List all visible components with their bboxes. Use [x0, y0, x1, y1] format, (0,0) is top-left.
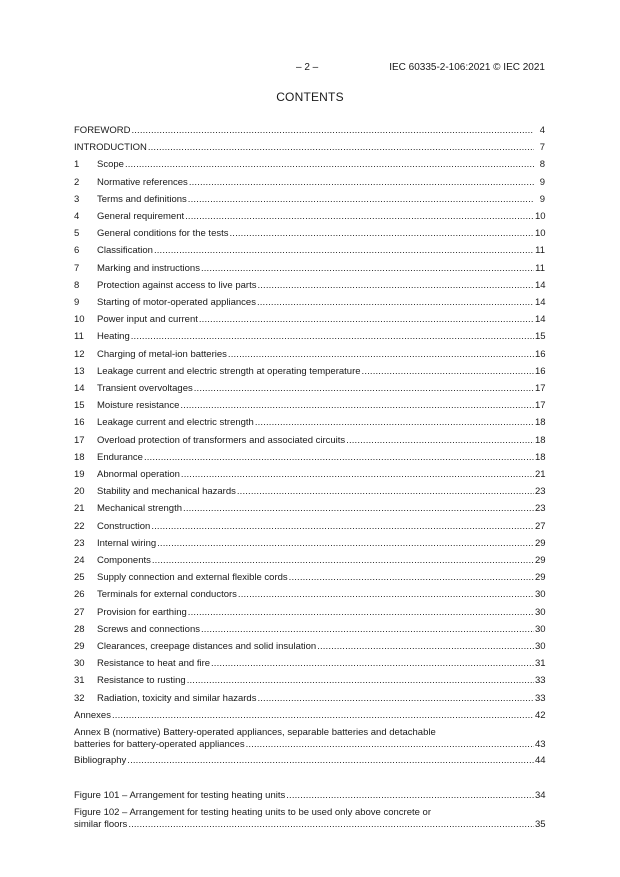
leader-dots	[152, 554, 534, 568]
toc-entry[interactable]	[74, 657, 545, 671]
toc-entry[interactable]	[74, 623, 545, 637]
toc-entry[interactable]	[74, 416, 545, 430]
toc-entry-label: Provision for earthing	[97, 606, 187, 618]
toc-entry-label: Components	[97, 555, 151, 566]
toc-entry-page: 16	[535, 348, 546, 360]
toc-entry-label: Transient overvoltages	[97, 383, 193, 394]
leader-dots	[183, 502, 534, 516]
toc-entry-number: 15	[74, 400, 85, 412]
leader-dots	[257, 279, 534, 293]
toc-annex-b[interactable]	[74, 738, 545, 752]
toc-entry-label: Radiation, toxicity and similar hazards	[97, 692, 257, 704]
toc-entry-number: 10	[74, 314, 85, 326]
toc-entry[interactable]	[74, 640, 545, 654]
toc-entry-label: Starting of motor-operated appliances	[97, 297, 256, 308]
toc-annex-b-line1[interactable]: Annex B (normative) Battery-operated appliances, separable batteries and detachable	[74, 727, 436, 738]
leader-dots	[289, 571, 534, 585]
toc-entry-label: Abnormal operation	[97, 469, 180, 480]
leader-dots	[230, 227, 535, 241]
leader-dots	[148, 141, 534, 155]
toc-entry-label: Heating	[97, 331, 130, 343]
toc-entry-number: 24	[74, 555, 85, 566]
toc-entry[interactable]	[74, 244, 545, 258]
leader-dots	[157, 537, 534, 551]
toc-entry-number: 28	[74, 623, 85, 635]
leader-dots	[237, 485, 534, 499]
leader-dots	[228, 348, 534, 362]
toc-entry-page: 30	[535, 623, 546, 635]
leader-dots	[257, 296, 534, 310]
toc-entry-page: 9	[539, 176, 545, 188]
toc-annex-b-page: 43	[535, 739, 546, 750]
toc-entry-number: 29	[74, 641, 85, 652]
toc-entry[interactable]	[74, 365, 545, 379]
leader-dots	[185, 210, 534, 224]
toc-entry-page: 16	[535, 365, 546, 377]
toc-entry-page: 33	[535, 675, 546, 687]
toc-entry-page: 10	[535, 228, 546, 240]
toc-entry[interactable]	[74, 296, 545, 310]
toc-entry[interactable]	[74, 399, 545, 413]
toc-entry[interactable]	[74, 382, 545, 396]
toc-entry-number: 8	[74, 279, 80, 291]
toc-entry-label: Marking and instructions	[97, 262, 200, 274]
leader-dots	[188, 193, 534, 207]
toc-entry[interactable]	[74, 227, 545, 241]
toc-entry-number: 1	[74, 159, 80, 171]
toc-entry-label: Terms and definitions	[97, 193, 187, 205]
toc-entry-page: 14	[535, 297, 546, 308]
toc-entry-page: 11	[535, 245, 545, 257]
toc-entry[interactable]	[74, 141, 545, 155]
toc-entry-label: Mechanical strength	[97, 503, 183, 515]
toc-entry-number: 17	[74, 434, 85, 446]
leader-dots	[201, 262, 534, 276]
toc-annex-b-line2: batteries for battery-operated appliances	[74, 739, 245, 750]
toc-entry-page: 18	[535, 434, 546, 446]
toc-entry-number: 26	[74, 589, 85, 601]
toc-entry-number: 32	[74, 692, 85, 704]
toc-entry-page: 31	[535, 658, 546, 670]
toc-entry[interactable]	[74, 262, 545, 276]
toc-entry-page: 10	[535, 211, 546, 222]
leader-dots	[194, 382, 534, 396]
toc-entry-page: 4	[539, 125, 545, 136]
toc-entry-number: 22	[74, 520, 85, 532]
leader-dots	[181, 468, 534, 482]
leader-dots	[257, 692, 534, 706]
toc-entry-page: 8	[539, 159, 545, 171]
toc-entry-label: Overload protection of transformers and associated circuits	[97, 434, 346, 446]
toc-entry[interactable]	[74, 502, 545, 516]
toc-bibliography-label: Bibliography	[74, 755, 127, 766]
toc-entry[interactable]	[74, 451, 545, 465]
toc-entry[interactable]	[74, 176, 545, 190]
leader-dots	[255, 416, 534, 430]
toc-entry-label: Internal wiring	[97, 537, 157, 549]
toc-entry-label: General requirement	[97, 211, 185, 222]
toc-entry[interactable]	[74, 124, 545, 138]
toc-entry-number: 16	[74, 417, 85, 429]
toc-entry-page: 33	[535, 692, 546, 704]
toc-entry-label: Charging of metal-ion batteries	[97, 348, 227, 360]
toc-entry-label: Classification	[97, 245, 153, 257]
toc-entry-label: FOREWORD	[74, 125, 131, 136]
toc-entry[interactable]	[74, 348, 545, 362]
toc-entry-label: Moisture resistance	[97, 400, 180, 412]
toc-entry-page: 14	[535, 279, 546, 291]
toc-entry-number: 11	[74, 331, 84, 343]
leader-dots	[187, 674, 534, 688]
toc-entry-label: General conditions for the tests	[97, 228, 229, 240]
toc-entry-number: 19	[74, 469, 85, 480]
toc-figure-102-line2: similar floors	[74, 819, 128, 830]
toc-entry-page: 17	[535, 400, 546, 412]
leader-dots	[362, 365, 534, 379]
toc-entry-label: Screws and connections	[97, 623, 200, 635]
toc-figure-102-line1[interactable]: Figure 102 – Arrangement for testing heating units to be used only above concrete or	[74, 807, 432, 818]
toc-entry[interactable]	[74, 158, 545, 172]
toc-entry-label: Annexes	[74, 709, 111, 721]
leader-dots	[131, 330, 534, 344]
toc-entry-number: 7	[74, 262, 80, 274]
toc-entry-page: 15	[535, 331, 546, 343]
toc-entry-page: 30	[535, 606, 546, 618]
leader-dots	[189, 176, 534, 190]
toc-bibliography-page: 44	[535, 755, 546, 766]
toc-entry-page: 29	[535, 537, 546, 549]
leader-dots	[286, 789, 534, 803]
toc-entry-number: 30	[74, 658, 85, 670]
toc-entry-label: Leakage current and electric strength at operating temperature	[97, 365, 361, 377]
leader-dots	[317, 640, 534, 654]
toc-entry[interactable]	[74, 210, 545, 224]
toc-entry-number: 18	[74, 451, 85, 463]
toc-entry[interactable]	[74, 571, 545, 585]
toc-entry-label: Stability and mechanical hazards	[97, 486, 236, 498]
toc-entry-number: 23	[74, 537, 85, 549]
leader-dots	[127, 754, 534, 768]
toc-entry-label: Resistance to rusting	[97, 675, 186, 687]
toc-entry[interactable]	[74, 468, 545, 482]
toc-entry-label: Construction	[97, 520, 151, 532]
toc-entry[interactable]	[74, 193, 545, 207]
toc-entry-label: Resistance to heat and fire	[97, 658, 211, 670]
toc-figure-101-label: Figure 101 – Arrangement for testing heating units	[74, 790, 286, 801]
toc-entry-number: 12	[74, 348, 85, 360]
toc-entry-page: 17	[535, 383, 546, 394]
toc-entry-page: 23	[535, 486, 546, 498]
leader-dots	[211, 657, 534, 671]
toc-entry-number: 25	[74, 572, 85, 584]
leader-dots	[346, 434, 534, 448]
toc-entry-number: 5	[74, 228, 80, 240]
toc-entry-label: INTRODUCTION	[74, 142, 147, 154]
toc-entry-label: Scope	[97, 159, 124, 171]
toc-entry[interactable]	[74, 606, 545, 620]
toc-entry-label: Supply connection and external flexible cords	[97, 572, 288, 584]
toc-entry-page: 29	[535, 572, 546, 584]
toc-entry[interactable]	[74, 537, 545, 551]
leader-dots	[112, 709, 534, 723]
toc-entry-label: Leakage current and electric strength	[97, 417, 254, 429]
leader-dots	[188, 606, 534, 620]
toc-entry[interactable]	[74, 674, 545, 688]
toc-entry-label: Clearances, creepage distances and solid insulation	[97, 641, 317, 652]
toc-bibliography[interactable]	[74, 754, 545, 768]
standard-reference: IEC 60335-2-106:2021 © IEC 2021	[389, 62, 545, 73]
leader-dots	[201, 623, 534, 637]
toc-entry-page: 23	[535, 503, 546, 515]
toc-entry-page: 14	[535, 314, 546, 326]
toc-entry-label: Protection against access to live parts	[97, 279, 257, 291]
toc-entry[interactable]	[74, 313, 545, 327]
toc-entry[interactable]	[74, 434, 545, 448]
toc-entry-number: 3	[74, 193, 80, 205]
leader-dots	[125, 158, 534, 172]
toc-entry-number: 13	[74, 365, 85, 377]
toc-entry[interactable]	[74, 279, 545, 293]
toc-entry[interactable]	[74, 520, 545, 534]
leader-dots	[238, 588, 534, 602]
contents-title: CONTENTS	[276, 90, 344, 104]
toc-entry-page: 7	[539, 142, 545, 154]
toc-entry[interactable]	[74, 554, 545, 568]
toc-entry-page: 18	[535, 417, 546, 429]
toc-entry[interactable]	[74, 692, 545, 706]
toc-entry-page: 11	[535, 262, 545, 274]
leader-dots	[246, 738, 534, 752]
leader-dots	[151, 520, 534, 534]
toc-entry-number: 9	[74, 297, 80, 308]
toc-entry-number: 21	[74, 503, 85, 515]
toc-entry-number: 4	[74, 211, 80, 222]
leader-dots	[199, 313, 534, 327]
toc-entry-number: 14	[74, 383, 85, 394]
toc-entry[interactable]	[74, 485, 545, 499]
toc-entry-number: 20	[74, 486, 85, 498]
toc-entry-page: 42	[535, 709, 546, 721]
toc-entry-number: 2	[74, 176, 80, 188]
leader-dots	[131, 124, 534, 138]
toc-entry-page: 30	[535, 641, 546, 652]
toc-entry-number: 27	[74, 606, 85, 618]
page-number: – 2 –	[296, 62, 319, 73]
page-header	[0, 61, 620, 75]
leader-dots	[128, 818, 534, 832]
toc-figure-101[interactable]	[74, 789, 545, 803]
leader-dots	[154, 244, 534, 258]
toc-entry-page: 21	[535, 469, 546, 480]
toc-entry[interactable]	[74, 709, 545, 723]
toc-entry-label: Normative references	[97, 176, 188, 188]
toc-figure-101-page: 34	[535, 790, 546, 801]
toc-entry[interactable]	[74, 588, 545, 602]
toc-entry-page: 9	[539, 193, 545, 205]
toc-figure-102[interactable]	[74, 818, 545, 832]
leader-dots	[144, 451, 534, 465]
leader-dots	[180, 399, 534, 413]
toc-entry-page: 27	[535, 520, 546, 532]
toc-entry-page: 30	[535, 589, 546, 601]
toc-entry-label: Endurance	[97, 451, 143, 463]
toc-entry-number: 31	[74, 675, 85, 687]
toc-entry-page: 18	[535, 451, 546, 463]
toc-entry-number: 6	[74, 245, 80, 257]
toc-entry[interactable]	[74, 330, 545, 344]
toc-figure-102-page: 35	[535, 819, 546, 830]
toc-entry-label: Power input and current	[97, 314, 198, 326]
toc-entry-page: 29	[535, 555, 546, 566]
toc-entry-label: Terminals for external conductors	[97, 589, 237, 601]
